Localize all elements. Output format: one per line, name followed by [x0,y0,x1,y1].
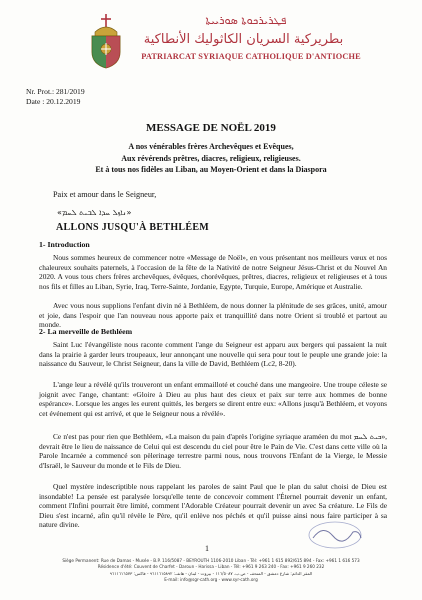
patriarchal-crest-icon [86,12,126,70]
section-heading-bethleem: 2- La merveille de Bethléem [39,327,133,336]
address-line: Aux révérends prêtres, diacres, religieux, religieuses. [121,153,301,163]
footer-line: Résidence d'été: Couvent de Charfet - Daroun - Harissa - Liban - Tél: +961 9 263 240 - Fax: +961 9 260 232 [97,564,325,570]
footer-line: E-mail: info@sgr-cath.org - www.syr-cath.org [164,576,258,582]
paragraph-intro-2: Avec vous nous supplions l'enfant divin né à Bethléem, de nous donner la plénitude de ses grâces, unité, amour et joie, dans l'espoir que l'an nouveau nous apporte paix et tranquillité dans notre Orient si troublé et partout au monde. [39,301,387,330]
address-block [20,141,402,176]
letterhead-footer [6,558,416,583]
document-date: Date : 20.12.2019 [26,97,81,106]
syriac-quote: «ܢܐܙܠ ܚܕܐ ܠܒܝܬ ܠܚܡ» [57,208,132,217]
reference-block [26,87,85,107]
footer-line: Siège Permanent: Rue de Damas - Musée - B.P. 116/5087 - BEYROUTH 1106-2010 Liban - Tél: +961 1 615 892/615 894 - Fax: +961 1 616 573 [62,558,360,563]
paragraph-intro-1: Nous sommes heureux de commencer notre «Message de Noël», en vous présentant nos meilleurs vœux et nos chaleureux souhaits paternels, à l'occasion de la fête de la Nativité de notre Seigneur Jésus-Christ et du Nouvel An 2020. A vous tous chers frères archevêques, évêques, chorévêques, prêtres, diacres, religieux et religieuses et à tous nos fils et filles au Liban, Syrie, Iraq, Terre-Sainte, Jordanie, Egypte, Turquie, Europe, Amérique et Australie. [39,253,387,291]
header-syriac-name: ܦܛܪܝܪܟܘܬܐ ܣܘܪܝܝܬܐ [205,14,287,27]
paragraph-bethleem-2: L'ange leur a révélé qu'ils trouveront un enfant emmailloté et couché dans une mangeoire. Une troupe céleste se joignit avec l'ange, chantant: «Gloire à Dieu au plus haut des cieux et paix sur terre aux hommes de bonne espérance». Lorsque les anges les eurent quittés, les bergers se dirent entre eux: «Allons jusqu'à Bethléem, et voyons cet événement qui est arrivé, et que le Seigneur nous a révélé». [39,380,387,418]
paragraph-bethleem-4: Quel mystère indescriptible nous rappelant les paroles de saint Paul que le plan du salut choisi de Dieu est insondable! La pensée est paralysée lorsqu'elle tente de concevoir comment l'Éternel pourrait devenir un enfant, comment l'Infini pourrait être limité, comment l'Adorable Créateur pourrait devenir un avec Sa créature. Le Fils de Dieu s'est incarné, afin qu'il révèle le Père, qu'il enlève nos péchés et qu'il puisse ainsi nous faire participer à sa nature divine. [39,482,387,530]
header-french-name: PATRIARCAT SYRIAQUE CATHOLIQUE D'ANTIOCHE [141,52,361,61]
paragraph-bethleem-1: Saint Luc l'évangéliste nous raconte comment l'ange du Seigneur est apparu aux bergers qui passaient la nuit dans la prairie à garder leurs troupeaux, leur annonçant une nouvelle qui sera pour tout le peuple une grande joie: la naissance du Sauveur, le Christ Seigneur, dans la ville de David, Bethléem (Lc2, 8-20). [39,340,387,369]
address-line: Et à tous nos fidèles au Liban, au Moyen-Orient et dans la Diaspora [95,165,327,174]
page-number: 1 [205,544,209,553]
protocol-number: Nr. Prot.: 281/2019 [26,87,85,96]
header-arabic-name: بطريركية السريان الكاثوليك الأنطاكية [143,32,344,47]
paragraph-text: », devrait être le lieu de naissance de Celui qui est descendu du ciel pour être le Pain de Vie. C'est dans cette ville où la Parole Incarnée a commencé son pèlerinage terrestre parmi nous, nous trouvons l'Enfant de la Vierge, le Messie d'Israël, le Sauveur du monde et le Fils de Dieu. [39,432,387,470]
footer-line: المقر الدائم: شارع دمشق - المتحف - ص.ب. ١١٦/٥٠٨٧ - بيروت - لبنان - هاتف: ٩٦١١٦١٥٨٩٢ - فاكس: ٩٦١١٦١٦٥٧٣ [109,570,313,576]
syriac-word: ܒܝܬ ܠܚܡ [353,432,382,441]
paragraph-bethleem-3 [39,432,387,470]
section-heading-introduction: 1- Introduction [39,240,90,249]
greeting: Paix et amour dans le Seigneur, [53,190,157,199]
message-theme: ALLONS JUSQU'À BETHLÉEM [56,222,210,233]
paragraph-text: Ce n'est pas pour rien que Bethléem, «La maison du pain d'après l'origine syriaque araméen du mot [53,432,354,441]
patriarch-seal-signature [305,518,365,552]
document-title: MESSAGE DE NOËL 2019 [146,122,276,134]
address-line: A nos vénérables frères Archevêques et Evêques, [128,142,294,151]
